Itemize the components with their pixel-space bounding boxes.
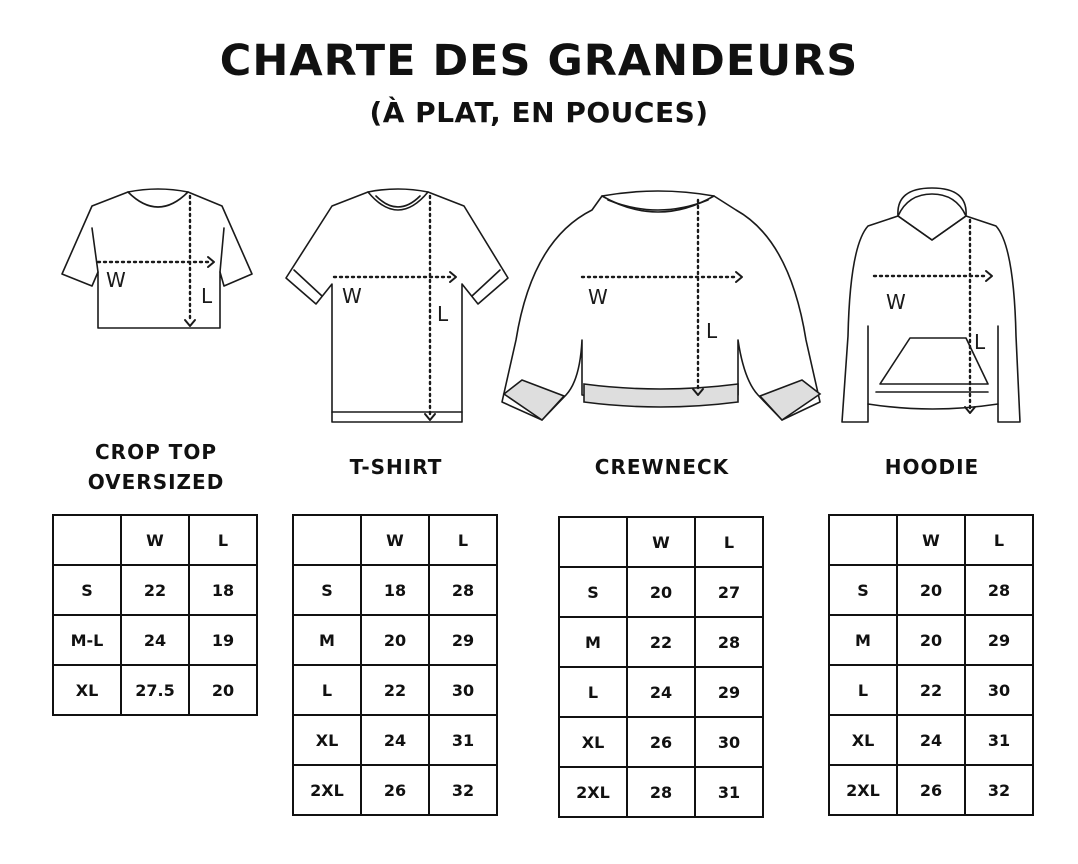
crewneck-name: CREWNECK — [594, 455, 730, 479]
size-cell: M-L — [53, 615, 121, 665]
table-row — [829, 765, 1033, 815]
length-cell: 20 — [189, 665, 257, 715]
width-cell: 27.5 — [121, 665, 189, 715]
width-header: W — [121, 515, 189, 565]
width-cell: 24 — [361, 715, 429, 765]
length-cell: 18 — [189, 565, 257, 615]
size-cell: S — [829, 565, 897, 615]
size-cell: S — [53, 565, 121, 615]
size-cell: XL — [559, 717, 627, 767]
length-cell: 31 — [695, 767, 763, 817]
hoodie-name: HOODIE — [884, 455, 980, 479]
width-cell: 24 — [897, 715, 965, 765]
size-cell: 2XL — [559, 767, 627, 817]
table-row — [293, 765, 497, 815]
width-cell: 22 — [627, 617, 695, 667]
length-cell: 31 — [965, 715, 1033, 765]
length-cell: 19 — [189, 615, 257, 665]
length-label: L — [706, 319, 718, 343]
length-cell: 28 — [965, 565, 1033, 615]
width-cell: 26 — [361, 765, 429, 815]
hoodie-size-table — [828, 514, 1034, 816]
width-label: W — [588, 285, 608, 309]
crop-top-name-line1: CROP TOP — [94, 440, 217, 464]
width-cell: 28 — [627, 767, 695, 817]
length-cell: 31 — [429, 715, 497, 765]
size-cell: XL — [53, 665, 121, 715]
length-header: L — [189, 515, 257, 565]
table-row — [293, 665, 497, 715]
length-label: L — [201, 284, 213, 308]
length-cell: 30 — [695, 717, 763, 767]
length-cell: 28 — [695, 617, 763, 667]
crop-top-name-line2: OVERSIZED — [87, 470, 225, 494]
length-label: L — [437, 302, 449, 326]
tshirt-name: T-SHIRT — [349, 455, 443, 479]
table-row — [829, 715, 1033, 765]
size-cell: S — [293, 565, 361, 615]
table-row — [293, 565, 497, 615]
width-cell: 22 — [897, 665, 965, 715]
crop-top-name — [52, 437, 260, 497]
length-cell: 29 — [429, 615, 497, 665]
length-header: L — [695, 517, 763, 567]
size-cell: L — [293, 665, 361, 715]
table-row — [829, 665, 1033, 715]
table-row — [829, 615, 1033, 665]
size-cell: L — [829, 665, 897, 715]
width-cell: 24 — [627, 667, 695, 717]
size-cell: M — [829, 615, 897, 665]
table-row — [559, 767, 763, 817]
size-cell: XL — [829, 715, 897, 765]
table-corner-cell — [293, 515, 361, 565]
width-cell: 18 — [361, 565, 429, 615]
width-label: W — [106, 268, 126, 292]
table-row — [53, 665, 257, 715]
tshirt-illustration — [284, 188, 512, 428]
length-cell: 29 — [965, 615, 1033, 665]
width-header: W — [361, 515, 429, 565]
width-cell: 20 — [627, 567, 695, 617]
width-cell: 26 — [627, 717, 695, 767]
length-cell: 30 — [429, 665, 497, 715]
size-cell: S — [559, 567, 627, 617]
length-cell: 30 — [965, 665, 1033, 715]
size-cell: M — [293, 615, 361, 665]
width-cell: 22 — [121, 565, 189, 615]
width-label: W — [342, 284, 362, 308]
table-header-row — [53, 515, 257, 565]
table-row — [829, 565, 1033, 615]
table-header-row — [559, 517, 763, 567]
table-row — [559, 617, 763, 667]
width-cell: 26 — [897, 765, 965, 815]
page-title: CHARTE DES GRANDEURS — [219, 36, 859, 86]
crewneck-size-table — [558, 516, 764, 818]
size-cell: M — [559, 617, 627, 667]
length-cell: 32 — [429, 765, 497, 815]
table-corner-cell — [559, 517, 627, 567]
size-cell: L — [559, 667, 627, 717]
width-header: W — [897, 515, 965, 565]
table-row — [53, 615, 257, 665]
crewneck-illustration — [500, 190, 824, 426]
width-header: W — [627, 517, 695, 567]
table-header-row — [829, 515, 1033, 565]
table-row — [53, 565, 257, 615]
length-cell: 27 — [695, 567, 763, 617]
tshirt-size-table — [292, 514, 498, 816]
length-header: L — [429, 515, 497, 565]
length-cell: 28 — [429, 565, 497, 615]
width-cell: 22 — [361, 665, 429, 715]
size-cell: 2XL — [293, 765, 361, 815]
table-header-row — [293, 515, 497, 565]
width-cell: 20 — [361, 615, 429, 665]
table-row — [293, 715, 497, 765]
width-cell: 20 — [897, 615, 965, 665]
table-corner-cell — [829, 515, 897, 565]
table-corner-cell — [53, 515, 121, 565]
width-label: W — [886, 290, 906, 314]
length-cell: 32 — [965, 765, 1033, 815]
table-row — [559, 567, 763, 617]
width-cell: 24 — [121, 615, 189, 665]
table-row — [559, 667, 763, 717]
width-cell: 20 — [897, 565, 965, 615]
length-label: L — [974, 330, 986, 354]
size-cell: 2XL — [829, 765, 897, 815]
table-row — [293, 615, 497, 665]
hoodie-illustration — [838, 186, 1024, 426]
length-cell: 29 — [695, 667, 763, 717]
crop-top-illustration — [60, 188, 255, 333]
page-subtitle: (À PLAT, EN POUCES) — [369, 96, 709, 129]
table-row — [559, 717, 763, 767]
size-cell: XL — [293, 715, 361, 765]
crop-top-size-table — [52, 514, 258, 716]
length-header: L — [965, 515, 1033, 565]
